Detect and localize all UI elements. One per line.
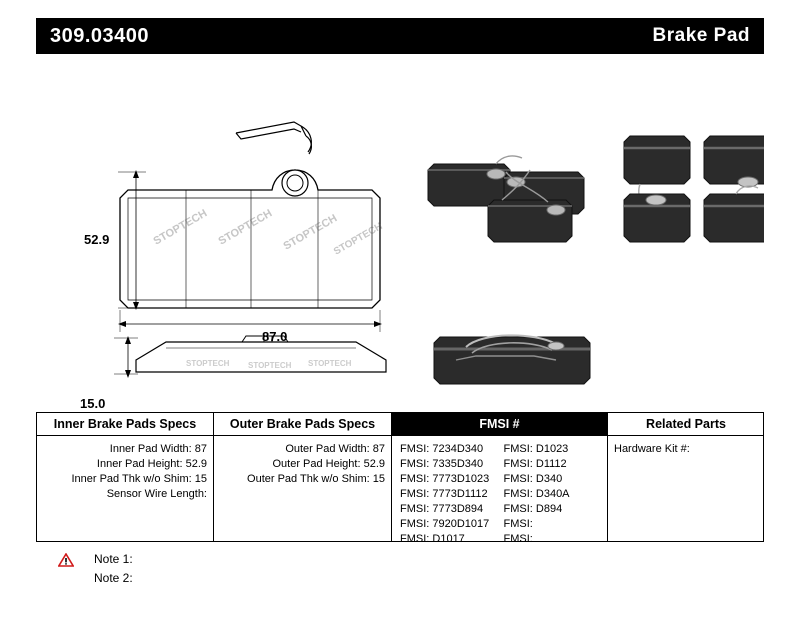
specs-column-outer	[213, 413, 391, 541]
fmsi-row: FMSI: 7773D1112	[400, 488, 488, 500]
svg-text:STOPTECH: STOPTECH	[281, 212, 340, 253]
outer-specs-header: Outer Brake Pads Specs	[214, 413, 391, 436]
spec-row: Inner Pad Thk w/o Shim: 15	[71, 473, 207, 485]
inner-specs-header: Inner Brake Pads Specs	[37, 413, 213, 436]
fmsi-row: FMSI: D894	[503, 503, 563, 515]
spec-row: Outer Pad Width: 87	[285, 443, 385, 455]
fmsi-row: FMSI: 7773D894	[400, 503, 484, 515]
product-type-label: Brake Pad	[652, 25, 750, 46]
fmsi-row: FMSI: D340A	[503, 488, 570, 500]
fmsi-row: FMSI: 7234D340	[400, 443, 484, 455]
notes-section	[36, 552, 436, 590]
spec-row: Inner Pad Height: 52.9	[96, 458, 207, 470]
fmsi-row: FMSI:	[503, 533, 533, 545]
specs-column-fmsi	[391, 413, 607, 545]
fmsi-row: FMSI: D1023	[503, 443, 569, 455]
pad-front-view	[120, 122, 380, 308]
fmsi-body	[392, 436, 607, 547]
spec-row: Outer Pad Height: 52.9	[272, 458, 385, 470]
product-photo-group	[428, 136, 764, 384]
note-1-label: Note 1:	[94, 552, 133, 566]
svg-text:STOPTECH: STOPTECH	[216, 207, 275, 248]
dimension-width-label: 87.0	[262, 329, 288, 344]
warning-icon	[58, 553, 74, 567]
dimension-width	[118, 310, 382, 332]
spec-row: Sensor Wire Length:	[106, 488, 207, 500]
note-2-label: Note 2:	[94, 571, 133, 585]
spec-row: Hardware Kit #:	[614, 443, 690, 455]
fmsi-header: FMSI #	[392, 413, 607, 436]
header-bar	[36, 18, 764, 54]
drawing-area	[36, 60, 764, 411]
dimension-height-label: 52.9	[84, 232, 110, 247]
spec-row: Outer Pad Thk w/o Shim: 15	[247, 473, 385, 485]
specs-column-related	[607, 413, 764, 541]
specs-table	[36, 412, 764, 545]
note-row-2	[36, 571, 436, 590]
page-title: 309.03400	[50, 25, 150, 47]
inner-specs-body	[37, 436, 213, 502]
pad-photo-f	[624, 194, 690, 242]
pad-photo-c	[488, 200, 572, 242]
fmsi-row: FMSI: 7773D1023	[400, 473, 490, 485]
spec-row: Inner Pad Width: 87	[109, 443, 207, 455]
dimension-thickness	[114, 336, 138, 378]
svg-text:STOPTECH: STOPTECH	[151, 207, 210, 248]
fmsi-row: FMSI: D1112	[503, 458, 567, 470]
fmsi-column-right	[504, 442, 608, 547]
pad-photo-e	[704, 136, 764, 187]
svg-text:STOPTECH: STOPTECH	[248, 361, 292, 370]
svg-text:STOPTECH: STOPTECH	[308, 359, 352, 368]
technical-drawing-svg	[36, 60, 764, 405]
pad-photo-g	[704, 186, 764, 242]
svg-text:STOPTECH: STOPTECH	[332, 220, 385, 258]
related-parts-header: Related Parts	[608, 413, 764, 436]
pad-photo-h	[434, 335, 590, 384]
fmsi-row: FMSI: D340	[503, 473, 563, 485]
outer-specs-body	[214, 436, 391, 487]
fmsi-row: FMSI: D1017	[400, 533, 465, 545]
fmsi-row: FMSI: 7335D340	[400, 458, 484, 470]
svg-text:STOPTECH: STOPTECH	[186, 359, 230, 368]
fmsi-row: FMSI: 7920D1017	[400, 518, 490, 530]
dimension-thickness-label: 15.0	[80, 396, 106, 411]
fmsi-row: FMSI:	[503, 518, 533, 530]
note-row-1	[36, 552, 436, 571]
specs-column-inner	[37, 413, 213, 541]
related-parts-body	[608, 436, 764, 457]
fmsi-column-left	[400, 442, 504, 547]
